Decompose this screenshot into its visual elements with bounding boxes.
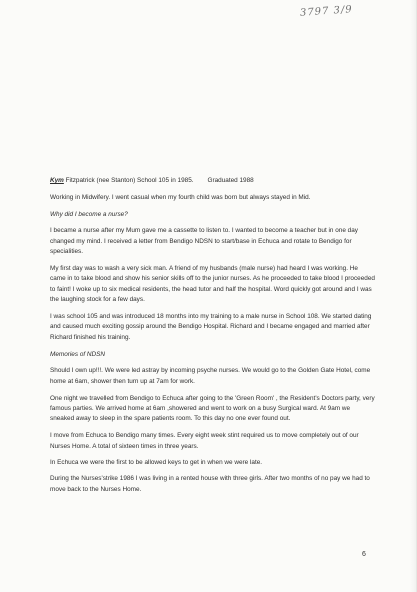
paragraph-one-night: One night we travelled from Bendigo to Echuca after going to the 'Green Room' , the Resident's Doctors party, very famous parties. We arrived home at 6am ,showered and went to work on a busy Surgical ward. At 9am we sneaked away to sleep in the spare patients room. To this day no one ever found out. xyxy=(50,394,375,423)
heading-why-nurse: Why did I become a nurse? xyxy=(50,210,128,218)
paragraph-move-echuca: I move from Echuca to Bendigo many times. Every eight week stint required us to move completely out of our Nurses Home. A total of sixteen times in three years. xyxy=(50,432,359,450)
graduation-year: Graduated 1988 xyxy=(207,177,254,184)
heading-memories: Memories of NDSN xyxy=(50,350,106,358)
author-first-name: Kym xyxy=(50,177,64,184)
page-edge xyxy=(410,0,416,592)
author-details: Fitzpatrick (nee Stanton) School 105 in 1985. xyxy=(63,177,194,184)
paragraph-school-105: I was school 105 and was introduced 18 months into my training to a male nurse in School 108. We started dating and caused much exciting gossip around the Bendigo Hospital. Richard and I became engaged and married after Richard finished his training. xyxy=(50,313,372,341)
paragraph-own-up: Should I own up!!!. We were led astray by incoming psyche nurses. We would go to the Golden Gate Hotel, come home at 6am, shower then turn up at 7am for work. xyxy=(50,367,371,385)
paragraph-strike: During the Nurses'strike 1986 I was living in a rented house with three girls. After two months of no pay we had to move back to the Nurses Home. xyxy=(50,475,370,493)
paragraph-midwifery: Working in Midwifery. I went casual when my fourth child was born but always stayed in Mid. xyxy=(50,193,311,201)
header-line xyxy=(50,176,375,186)
paragraph-first-day: My first day was to wash a very sick man. A friend of my husbands (male nurse) had heard I was working. He came in to take blood and show his senior skills off to the junior nurses. As he proceeded to take blood I proceeded to faint! I woke up to six medical residents, the head tutor and half the hospital. Word quickly got around and I was the laughing stock for a few days. xyxy=(50,265,375,304)
handwritten-reference: 3797 3/9 xyxy=(299,4,354,19)
document-body xyxy=(50,176,375,501)
paragraph-became-nurse: I became a nurse after my Mum gave me a cassette to listen to. I wanted to become a teacher but in one day changed my mind. I received a letter from Bendigo NDSN to start/base in Echuca and rotate to Bendigo for specialities. xyxy=(50,227,358,256)
page-number: 6 xyxy=(362,551,366,558)
paragraph-keys: In Echuca we were the first to be allowed keys to get in when we were late. xyxy=(50,459,263,467)
